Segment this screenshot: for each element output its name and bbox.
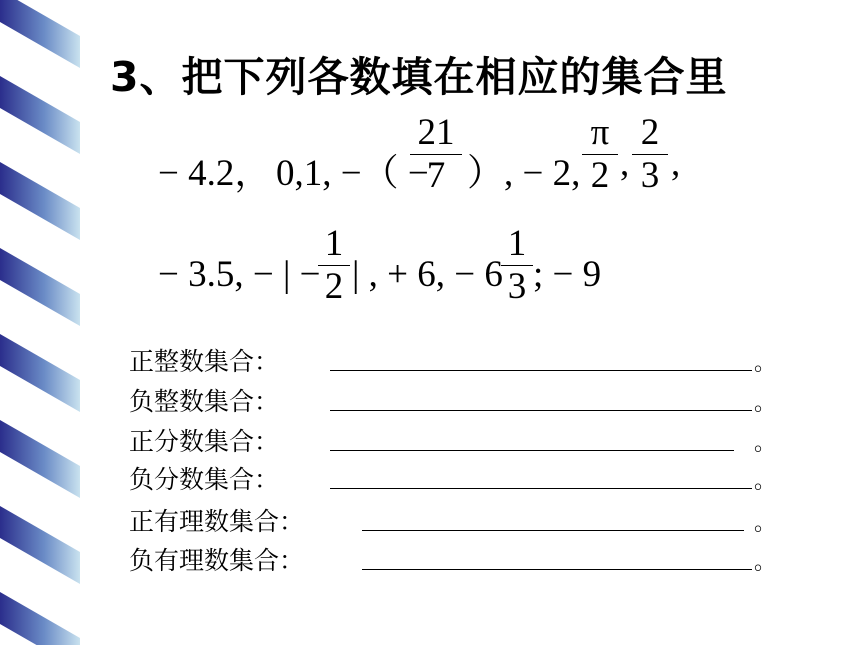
set-label: 正分数集合：: [129, 427, 280, 456]
border-stripe: [0, 248, 80, 326]
answer-line-positive-integers[interactable]: [330, 370, 752, 371]
border-stripe: [0, 162, 80, 240]
decorative-left-border: [0, 0, 110, 645]
end-mark: 。: [754, 550, 777, 575]
set-row-positive-fractions: [129, 422, 279, 458]
answer-line-negative-integers[interactable]: [330, 410, 752, 411]
fraction-1-2: [318, 223, 350, 308]
fraction-denominator: 3: [640, 155, 660, 196]
border-stripe: [0, 76, 80, 154]
set-label: 负有理数集合：: [129, 546, 305, 575]
set-row-negative-integers: [129, 382, 279, 418]
set-label: 负整数集合：: [129, 387, 280, 416]
number-text-1a: − 4.2，: [158, 153, 272, 194]
set-row-positive-rationals: [129, 502, 304, 538]
end-mark: 。: [754, 469, 777, 494]
answer-line-positive-rationals[interactable]: [362, 530, 744, 531]
set-row-negative-fractions: [129, 460, 279, 496]
set-label: 正整数集合：: [129, 347, 280, 376]
set-label: 负分数集合：: [129, 465, 280, 494]
fraction-denominator: 2: [590, 155, 610, 196]
fraction-denominator: 3: [507, 266, 527, 307]
number-text-2b: | , + 6, − 6: [352, 254, 503, 295]
border-stripe: [0, 420, 80, 498]
border-stripe: [0, 506, 80, 584]
border-stripe: [0, 592, 80, 645]
border-stripe: [0, 334, 80, 412]
fraction-1-3: [501, 223, 533, 308]
fraction-21-7: [410, 112, 462, 197]
end-mark: 。: [754, 511, 777, 536]
fraction-denominator: 7: [426, 155, 446, 196]
comma: ,: [671, 143, 681, 184]
number-text-1b: 0,1, −（ −: [276, 153, 429, 194]
border-stripe: [0, 0, 80, 68]
number-text-2a: − 3.5, − | −: [158, 254, 321, 295]
fraction-denominator: 2: [324, 266, 344, 307]
answer-line-negative-rationals[interactable]: [362, 569, 752, 570]
fraction-pi-2: [582, 112, 618, 197]
number-text-1c: ）, − 2,: [467, 153, 581, 194]
set-label: 正有理数集合：: [129, 507, 305, 536]
fraction-numerator: 1: [324, 223, 344, 264]
end-mark: 。: [754, 351, 777, 376]
page-title: 3、把下列各数填在相应的集合里: [110, 53, 728, 101]
set-row-negative-rationals: [129, 541, 304, 577]
end-mark: 。: [754, 431, 777, 456]
answer-line-positive-fractions[interactable]: [330, 450, 734, 451]
answer-line-negative-fractions[interactable]: [330, 488, 752, 489]
fraction-numerator: 2: [640, 112, 660, 153]
comma: ,: [620, 143, 630, 184]
fraction-numerator: 1: [507, 223, 527, 264]
fraction-2-3: [632, 112, 668, 197]
fraction-numerator: π: [590, 112, 610, 153]
fraction-numerator: 21: [417, 112, 455, 153]
number-text-2c: ; − 9: [533, 254, 602, 295]
end-mark: 。: [754, 391, 777, 416]
set-row-positive-integers: [129, 342, 279, 378]
